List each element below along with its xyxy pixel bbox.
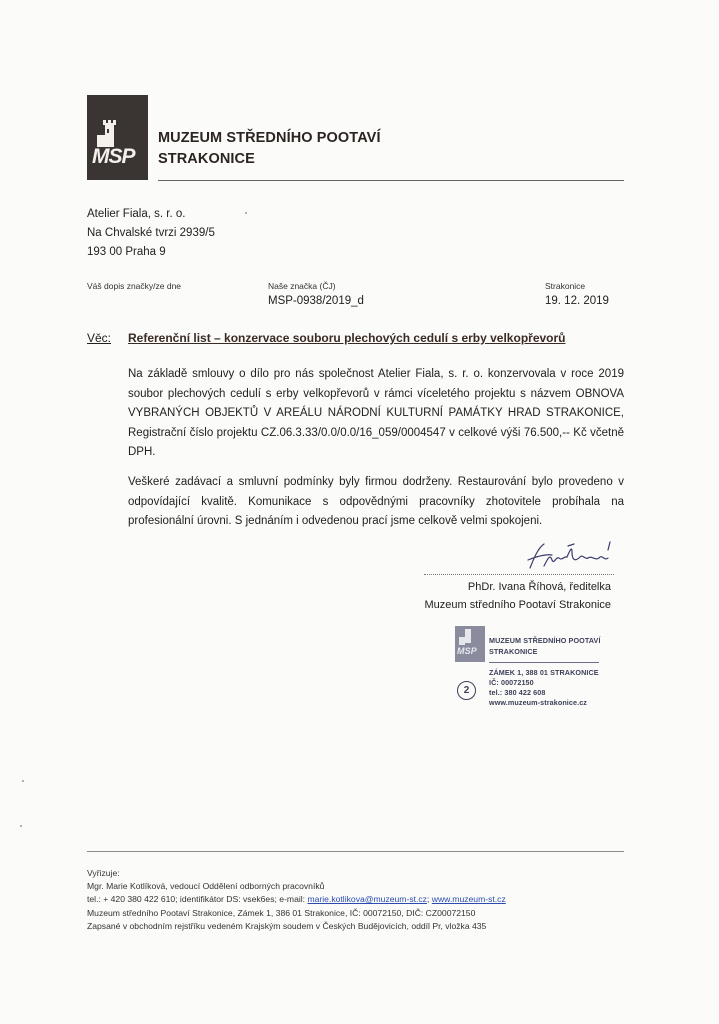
footer-contact <box>87 867 506 933</box>
recipient-line3: 193 00 Praha 9 <box>87 246 166 258</box>
footer-contact-person: Mgr. Marie Kotlíková, vedoucí Oddělení odborných pracovníků <box>87 881 325 892</box>
footer-separator: ; <box>426 894 432 905</box>
logo-text: MSP <box>92 145 135 168</box>
body-paragraph-2-text: Veškeré zadávací a smluvní podmínky byly firmou dodrženy. Restaurování bylo provedeno v odpovídající kvalitě. Komunikace s odpovědnými pracovníky zhotovitele probíhala na profesionální úrovni. S jednáním i odvedenou prací jsme celkově velmi spokojeni. <box>128 476 624 527</box>
our-ref-value: MSP-0938/2019_d <box>268 295 364 307</box>
recipient-line2: Na Chvalské tvrzi 2939/5 <box>87 227 215 239</box>
museum-logo <box>87 95 148 180</box>
official-stamp <box>455 626 635 716</box>
subject-text: Referenční list – konzervace souboru plechových cedulí s erby velkopřevorů <box>128 331 566 345</box>
recipient-address <box>87 205 215 262</box>
subject-label: Věc: <box>87 331 112 345</box>
footer-org-ids: Muzeum středního Pootaví Strakonice, Zámek 1, 386 01 Strakonice, IČ: 00072150, DIČ: CZ00072150 <box>87 907 476 918</box>
website-link[interactable]: www.muzeum-st.cz <box>431 894 506 905</box>
museum-name-line2: STRAKONICE <box>158 151 255 167</box>
museum-name-line1: MUZEUM STŘEDNÍHO POOTAVÍ <box>158 130 381 146</box>
signature-dotted-line <box>424 574 614 575</box>
scan-speck <box>245 212 247 214</box>
body-paragraph-1-text: Na základě smlouvy o dílo pro nás společnost Atelier Fiala, s. r. o. konzervovala v roce 2019 soubor plechových cedulí s erby velkopřevorů v rámci víceletého projektu s názvem OBNOVA VYBRANÝCH OBJEKTŮ V AREÁLU NÁRODNÍ KULTURNÍ PAMÁTKY HRAD STRAKONICE, Registrační číslo projektu CZ.06.3.33/0.0/0.0/16_059/0004547 v celkové výši 76.500,-- Kč včetně DPH. <box>128 368 624 458</box>
body-paragraph-1 <box>128 365 624 463</box>
stamp-name-line1: MUZEUM STŘEDNÍHO POOTAVÍ <box>489 636 601 645</box>
handwritten-signature <box>522 538 618 574</box>
stamp-number-circle: 2 <box>457 681 476 700</box>
letter-date: 19. 12. 2019 <box>545 295 609 307</box>
footer-phone-ds: tel.: + 420 380 422 610; identifikátor DS: vsek6es; e-mail: <box>87 894 308 905</box>
stamp-tel: tel.: 380 422 608 <box>489 688 546 697</box>
email-link[interactable]: marie.kotlikova@muzeum-st.cz <box>307 894 427 905</box>
signer-institution: Muzeum středního Pootaví Strakonice <box>424 599 611 611</box>
stamp-divider <box>489 662 599 663</box>
scan-speck <box>22 780 24 782</box>
footer-contact-details <box>87 893 506 906</box>
stamp-ico: IČ: 00072150 <box>489 678 534 687</box>
header-divider <box>158 180 624 181</box>
stamp-address: ZÁMEK 1, 388 01 STRAKONICE <box>489 668 599 677</box>
your-ref-label: Váš dopis značky/ze dne <box>87 281 182 291</box>
scan-speck <box>20 825 22 827</box>
recipient-line1: Atelier Fiala, s. r. o. <box>87 208 186 220</box>
stamp-web: www.muzeum-strakonice.cz <box>489 698 587 707</box>
place-label: Strakonice <box>545 281 586 291</box>
stamp-logo-icon <box>455 626 485 662</box>
our-ref-label: Naše značka (ČJ) <box>268 281 336 291</box>
museum-name <box>158 128 381 170</box>
footer-registry: Zapsané v obchodním rejstříku vedeném Krajským soudem v Českých Budějovicích, oddíl Pr, vložka 435 <box>87 920 487 931</box>
signer-name: PhDr. Ivana Říhová, ředitelka <box>467 581 611 593</box>
footer-handled-by-label: Vyřizuje: <box>87 868 120 878</box>
footer-divider <box>87 851 624 852</box>
stamp-name-line2: STRAKONICE <box>489 647 538 656</box>
body-paragraph-2 <box>128 473 624 532</box>
stamp-logo-text: MSP <box>457 646 477 656</box>
